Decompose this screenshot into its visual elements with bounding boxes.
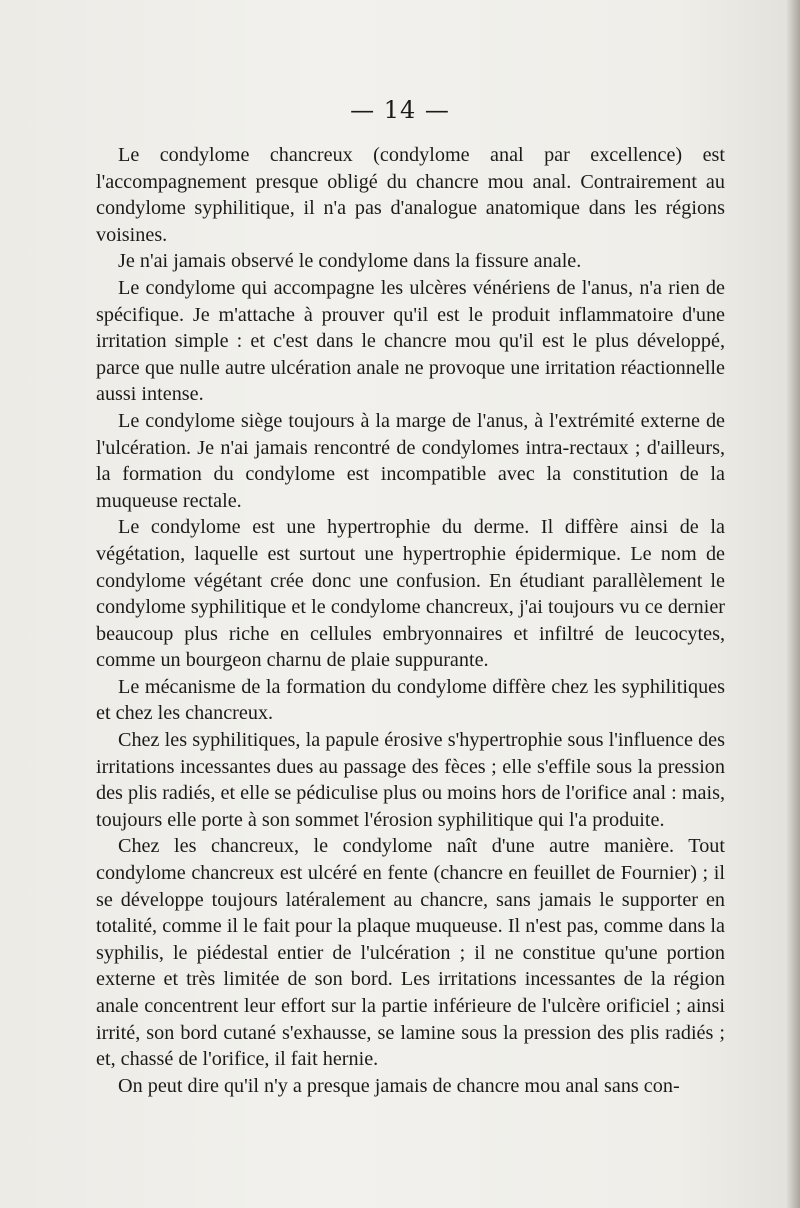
paragraph: Je n'ai jamais observé le condylome dans la fissure anale. xyxy=(118,250,582,273)
paragraph: Chez les syphilitiques, la papule érosive s'hypertrophie sous l'influence des irritations incessantes dues au passage des fèces ; elle s'effile sous la pression des plis radiés, et elle se pédiculise plus ou moins hors de l'orifice anal : mais, toujours elle porte à son sommet l'érosion syphilitique qui l'a produite. xyxy=(96,729,725,831)
page-number: — 14 — xyxy=(350,96,450,124)
paragraph: Le condylome est une hypertrophie du derme. Il diffère ainsi de la végétation, laquelle est surtout une hypertrophie épidermique. Le nom de condylome végétant crée donc une confusion. En étudiant parallèlement le condylome syphilitique et le condylome chancreux, j'ai toujours vu ce dernier beaucoup plus riche en cellules embryonnaires et infiltré de leucocytes, comme un bourgeon charnu de plaie suppurante. xyxy=(96,516,725,672)
paragraph: Le mécanisme de la formation du condylome diffère chez les syphilitiques et chez les chancreux. xyxy=(96,675,725,725)
page-edge-shadow xyxy=(786,0,800,1208)
paragraph: Le condylome chancreux (condylome anal par excellence) est l'accompagnement presque obligé du chancre mou anal. Contrairement au condylome syphilitique, il n'a pas d'analogue anatomique dans les régions voisines. xyxy=(96,144,725,246)
paragraph: Le condylome qui accompagne les ulcères vénériens de l'anus, n'a rien de spécifique. Je m'attache à prouver qu'il est le produit inflammatoire d'une irritation simple : et c'est dans le chancre mou qu'il est le plus développé, parce que nulle autre ulcération anale ne provoque une irritation réactionnelle aussi intense. xyxy=(96,276,725,406)
paragraph: Chez les chancreux, le condylome naît d'une autre manière. Tout condylome chancreux est ulcéré en fente (chancre en feuillet de Fournier) ; il se développe toujours latéralement au chancre, sans jamais le supporter en totalité, comme il le fait pour la plaque muqueuse. Il n'est pas, comme dans la syphilis, le piédestal entier de l'ulcération ; il ne constitue qu'une portion externe et très limitée de son bord. Les irritations incessantes de la région anale concentrent leur effort sur la partie inférieure de l'ulcère orificiel ; ainsi irrité, son bord cutané s'exhausse, se lamine sous la pression des plis radiés ; et, chassé de l'orifice, il fait hernie. xyxy=(96,835,725,1071)
body-text xyxy=(96,142,725,1099)
paragraph: Le condylome siège toujours à la marge de l'anus, à l'extrémité externe de l'ulcération. Je n'ai jamais rencontré de condylomes intra-rectaux ; d'ailleurs, la formation du condylome est incompatible avec la constitution de la muqueuse rectale. xyxy=(96,409,725,512)
paragraph: On peut dire qu'il n'y a presque jamais de chancre mou anal sans con- xyxy=(118,1074,680,1097)
